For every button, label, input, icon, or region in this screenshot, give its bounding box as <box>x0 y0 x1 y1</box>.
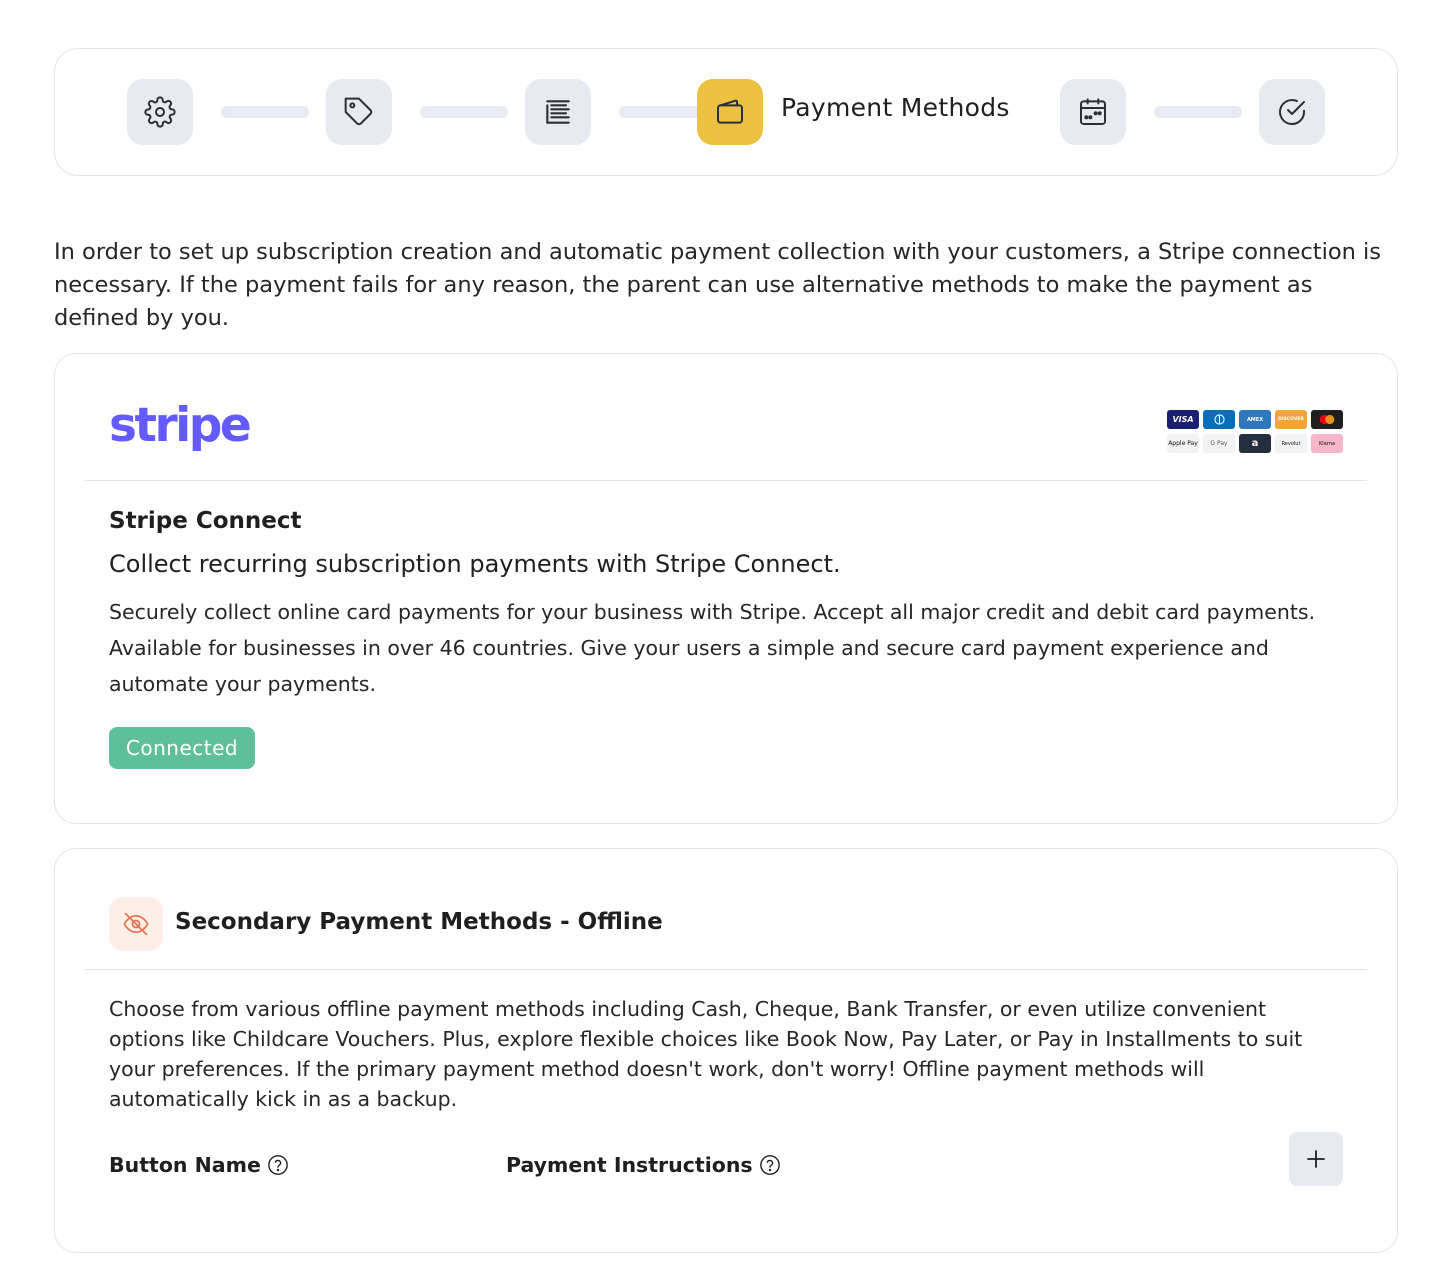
stripe-connect-title: Stripe Connect <box>109 508 302 534</box>
mastercard-icon <box>1316 413 1338 426</box>
step-review[interactable] <box>1259 79 1325 145</box>
diners-club-icon <box>1213 413 1226 426</box>
card-divider <box>85 480 1367 481</box>
step-connector <box>619 106 707 118</box>
step-schedule[interactable] <box>1060 79 1126 145</box>
button-name-header <box>109 1153 289 1177</box>
active-step-label: Payment Methods <box>781 93 1010 122</box>
klarna-logo: Klarna <box>1311 434 1343 453</box>
offline-section-title: Secondary Payment Methods - Offline <box>175 909 663 935</box>
offline-description: Choose from various offline payment methods including Cash, Cheque, Bank Transfer, or even utilize convenient options like Childcare Vouchers. Plus, explore flexible choices like Book Now, Pay Later, or Pay in Installments to suit your preferences. If the primary payment method doesn't work, don't worry! Offline payment methods will automatically kick in as a backup. <box>109 997 1303 1111</box>
plus-icon <box>1304 1147 1328 1171</box>
stripe-connect-description: Securely collect online card payments for your business with Stripe. Accept all major credit and debit card payments. Available for businesses in over 46 countries. Give your users a simple and secure card payment experience and automate your payments. <box>109 600 1316 696</box>
card-divider <box>85 969 1367 970</box>
intro-text: In order to set up subscription creation and automatic payment collection with your customers, a Stripe connection is necessary. If the payment fails for any reason, the parent can use alternative methods to make the payment as defined by you. <box>54 239 1382 331</box>
amazon-pay-logo: a <box>1239 434 1271 453</box>
wallet-icon <box>714 96 746 128</box>
step-details[interactable] <box>525 79 591 145</box>
amex-logo: AMEX <box>1239 410 1271 429</box>
connected-status-badge[interactable]: Connected <box>109 727 255 769</box>
discover-logo: DISCOVER <box>1275 410 1307 429</box>
step-settings[interactable] <box>127 79 193 145</box>
stripe-connect-subtitle: Collect recurring subscription payments with Stripe Connect. <box>109 550 841 578</box>
stripe-logo: stripe <box>109 398 250 453</box>
step-connector <box>221 106 309 118</box>
stripe-connect-card <box>54 353 1398 824</box>
calendar-icon <box>1077 96 1109 128</box>
visa-logo: VISA <box>1167 410 1199 429</box>
add-payment-method-button[interactable] <box>1289 1132 1343 1186</box>
payment-instructions-label: Payment Instructions <box>506 1153 753 1177</box>
revolut-logo: Revolut <box>1275 434 1307 453</box>
payment-instructions-header <box>506 1153 781 1177</box>
check-circle-icon <box>1276 96 1308 128</box>
gear-icon <box>144 96 176 128</box>
eye-off-icon <box>122 910 150 938</box>
help-icon[interactable] <box>759 1154 781 1176</box>
help-icon[interactable] <box>267 1154 289 1176</box>
diners-logo <box>1203 410 1235 429</box>
google-pay-logo: G Pay <box>1203 434 1235 453</box>
step-connector <box>420 106 508 118</box>
apple-pay-logo: Apple Pay <box>1167 434 1199 453</box>
list-icon <box>542 96 574 128</box>
setup-stepper <box>54 48 1398 176</box>
button-name-label: Button Name <box>109 1153 261 1177</box>
step-connector <box>1154 106 1242 118</box>
mastercard-logo <box>1311 410 1343 429</box>
offline-icon-tile <box>109 897 163 951</box>
step-payment-methods[interactable] <box>697 79 763 145</box>
offline-payment-card <box>54 848 1398 1253</box>
payment-logos <box>1167 410 1345 454</box>
tag-icon <box>343 96 375 128</box>
step-pricing[interactable] <box>326 79 392 145</box>
